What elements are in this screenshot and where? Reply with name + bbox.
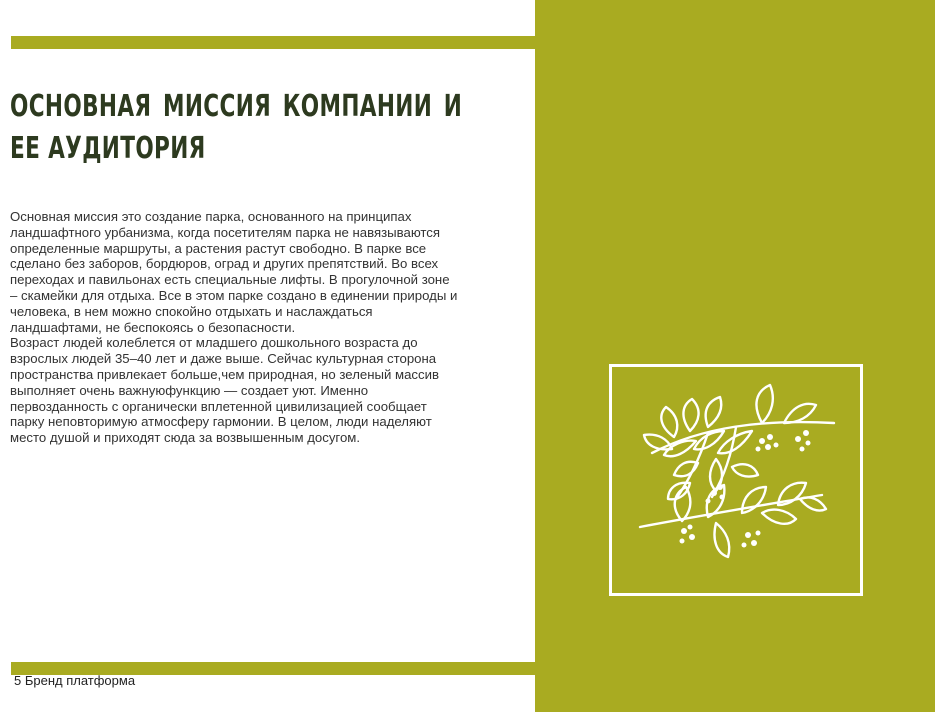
illustration-frame [609,364,863,596]
body-text [10,209,458,446]
page-footer: 5 Бренд платформа [14,673,136,688]
paragraph-audience: Возраст людей колеблется от младшего дошкольного возраста до взрослых людей 35–40 лет и даже выше. Сейчас культурная сторона пространства привлекает больше,чем природная, но зеленый массив выполняет очень важнуюфункцию — создает уют. Именно первозданность с органически вплетенной цивилизацией сообщает парку неповторимую атмосферу гармонии. В целом, люди наделяют место душой и приходят сюда за возвышенным досугом. [10,335,439,446]
leafy-branch-icon [612,367,860,593]
right-color-panel [535,0,935,712]
page-title: ОСНОВНАЯ МИССИЯ КОМПАНИИ И ЕЕ АУДИТОРИЯ [10,89,463,166]
paragraph-mission: Основная миссия это создание парка, основанного на принципах ландшафтного урбанизма, когда посетителям парка не навязываются определенные маршруты, а растения растут свободно. В парке все сделано без заборов, бордюров, оград и других препятствий. Во всех переходах и павильонах есть специальные лифты. В прогулочной зоне – скамейки для отдыха. Все в этом парке создано в единении природы и человека, в нем можно спокойно отдыхать и наслаждаться ландшафтами, не беспокоясь о безопасности. [10,209,458,335]
top-accent-bar [11,36,535,49]
